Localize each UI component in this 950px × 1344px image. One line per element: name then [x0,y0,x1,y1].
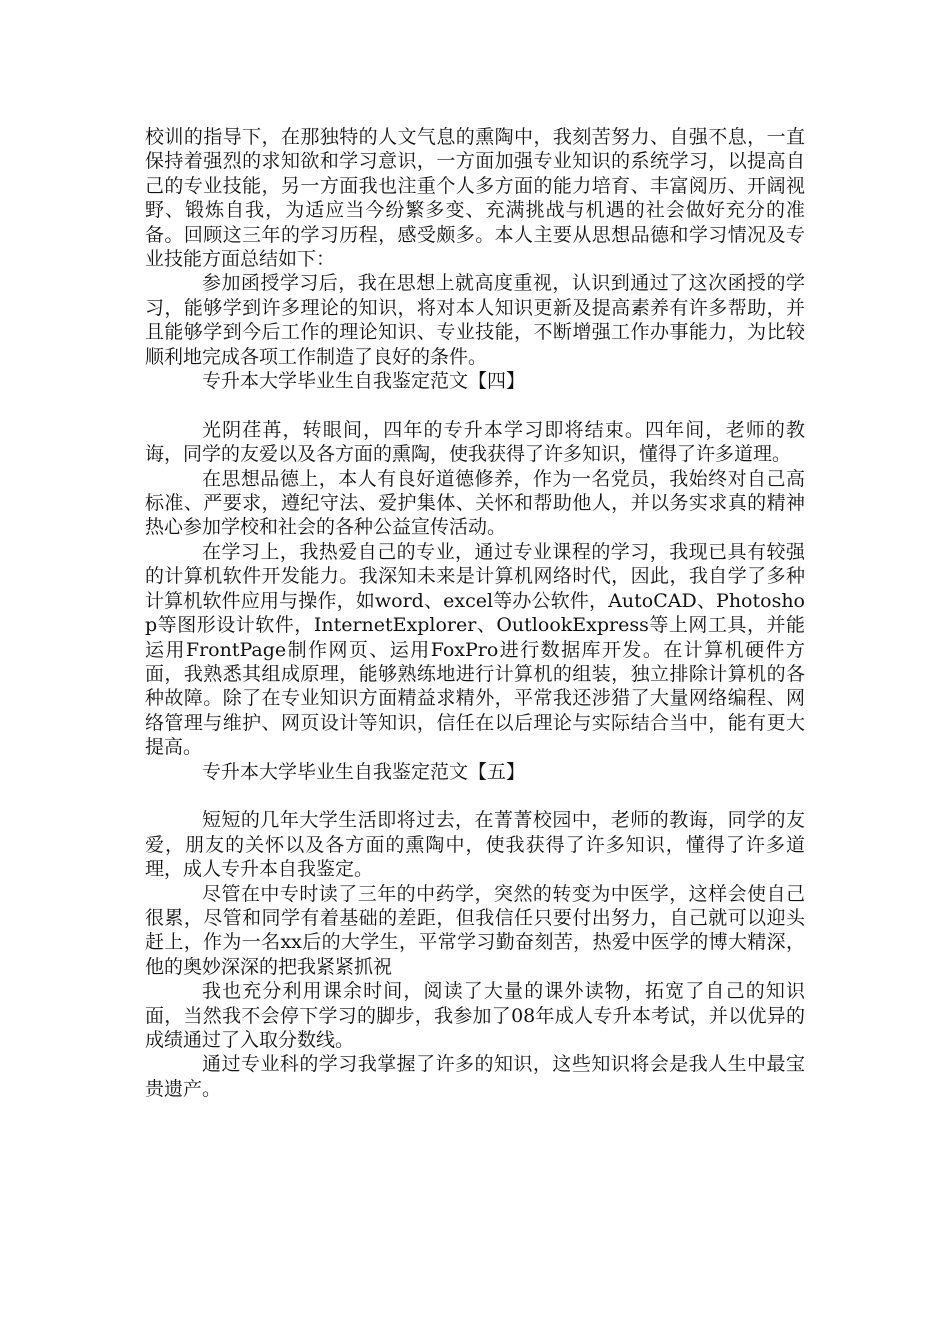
body-paragraph: 尽管在中专时读了三年的中药学，突然的转变为中医学，这样会使自己很累，尽管和同学有着基础的差距，但我信任只要付出努力，自己就可以迎头赶上，作为一名xx后的大学生，平常学习勤奋刻苦，热爱中医学的博大精深，他的奥妙深深的把我紧紧抓祝 [145,882,805,978]
body-paragraph: 通过专业科的学习我掌握了许多的知识，这些知识将会是我人生中最宝贵遗产。 [145,1053,805,1100]
section-heading: 专升本大学毕业生自我鉴定范文【五】 [202,760,526,783]
body-paragraph: 参加函授学习后，我在思想上就高度重视，认识到通过了这次函授的学习，能够学到许多理论的知识，将对本人知识更新及提高素养有许多帮助，并且能够学到今后工作的理论知识、专业技能，不断增强工作办事能力，为比较顺利地完成各项工作制造了良好的条件。 [145,272,805,368]
body-paragraph: 校训的指导下，在那独特的人文气息的熏陶中，我刻苦努力、自强不息，一直保持着强烈的求知欲和学习意识，一方面加强专业知识的系统学习，以提高自己的专业技能，另一方面我也注重个人多方面的能力培育、丰富阅历、开阔视野、锻炼自我，为适应当今纷繁多变、充满挑战与机遇的社会做好充分的准备。回顾这三年的学习历程，感受颇多。本人主要从思想品德和学习情况及专业技能方面总结如下： [145,126,805,271]
body-paragraph: 在学习上，我热爱自己的专业，通过专业课程的学习，我现已具有较强的计算机软件开发能力。我深知未来是计算机网络时代，因此，我自学了多种计算机软件应用与操作，如word、excel等办公软件，AutoCAD、Photoshop等图形设计软件，InternetExplorer、OutlookExpress等上网工具，并能运用FrontPage制作网页、运用FoxPro进行数据库开发。在计算机硬件方面，我熟悉其组成原理，能够熟练地进行计算机的组装，独立排除计算机的各种故障。除了在专业知识方面精益求精外，平常我还涉猎了大量网络编程、网络管理与维护、网页设计等知识，信任在以后理论与实际结合当中，能有更大提高。 [145,540,805,759]
document-page [145,125,805,1101]
section-heading: 专升本大学毕业生自我鉴定范文【四】 [202,370,526,393]
body-paragraph: 短短的几年大学生活即将过去，在菁菁校园中，老师的教诲，同学的友爱，朋友的关怀以及各方面的熏陶中，使我获得了许多知识，懂得了许多道理，成人专升本自我鉴定。 [145,809,805,881]
body-paragraph: 光阴荏苒，转眼间，四年的专升本学习即将结束。四年间，老师的教诲，同学的友爱以及各方面的熏陶，使我获得了许多知识，懂得了许多道理。 [145,418,805,466]
blank-line [145,393,805,417]
body-paragraph: 在思想品德上，本人有良好道德修养，作为一名党员，我始终对自己高标准、严要求，遵纪守法、爱护集体、关怀和帮助他人，并以务实求真的精神热心参加学校和社会的各种公益宣传活动。 [145,467,805,539]
body-paragraph: 我也充分利用课余时间，阅读了大量的课外读物，拓宽了自己的知识面，当然我不会停下学习的脚步，我参加了08年成人专升本考试，并以优异的成绩通过了入取分数线。 [145,980,805,1051]
blank-line [145,784,805,808]
